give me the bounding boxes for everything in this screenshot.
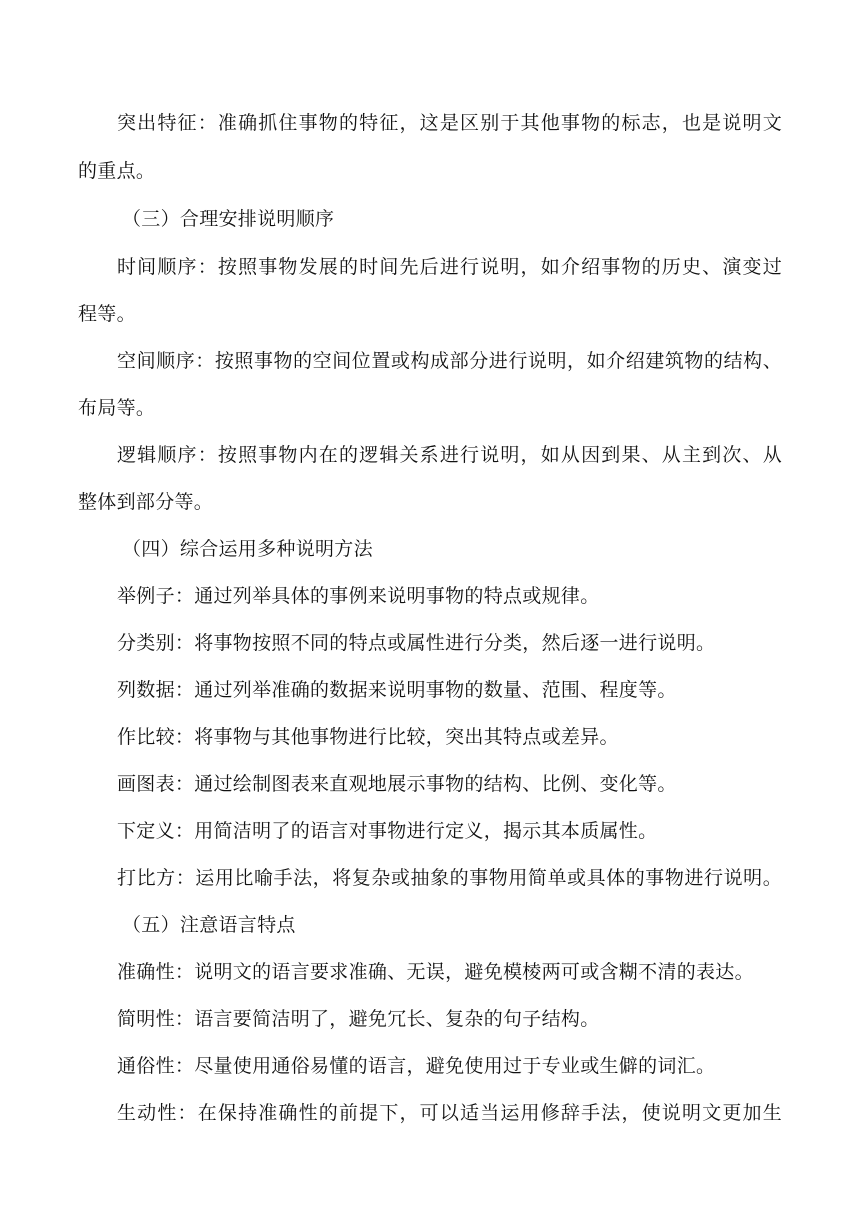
- paragraph-line: 突出特征：准确抓住事物的特征，这是区别于其他事物的标志，也是说明文: [117, 112, 782, 134]
- paragraph-line: 布局等。: [78, 397, 156, 419]
- paragraph-line: 下定义：用简洁明了的语言对事物进行定义，揭示其本质属性。: [117, 820, 658, 842]
- section-heading: （五）注意语言特点: [122, 914, 296, 936]
- paragraph-line: 生动性：在保持准确性的前提下，可以适当运用修辞手法，使说明文更加生: [117, 1102, 782, 1124]
- paragraph-line: 简明性：语言要简洁明了，避免冗长、复杂的句子结构。: [117, 1008, 600, 1030]
- paragraph-line: 整体到部分等。: [78, 491, 214, 513]
- paragraph-line: 的重点。: [78, 160, 156, 182]
- paragraph-line: 作比较：将事物与其他事物进行比较，突出其特点或差异。: [117, 726, 619, 748]
- paragraph-line: 逻辑顺序：按照事物内在的逻辑关系进行说明，如从因到果、从主到次、从: [117, 444, 782, 466]
- section-heading: （三）合理安排说明顺序: [122, 208, 335, 230]
- paragraph-line: 程等。: [78, 303, 136, 325]
- paragraph-line: 通俗性：尽量使用通俗易懂的语言，避免使用过于专业或生僻的词汇。: [117, 1055, 716, 1077]
- paragraph-line: 举例子：通过列举具体的事例来说明事物的特点或规律。: [117, 585, 600, 607]
- paragraph-line: 分类别：将事物按照不同的特点或属性进行分类，然后逐一进行说明。: [117, 632, 716, 654]
- paragraph-line: 时间顺序：按照事物发展的时间先后进行说明，如介绍事物的历史、演变过: [117, 256, 782, 278]
- paragraph-line: 空间顺序：按照事物的空间位置或构成部分进行说明，如介绍建筑物的结构、: [117, 350, 782, 372]
- section-heading: （四）综合运用多种说明方法: [122, 538, 373, 560]
- paragraph-line: 准确性：说明文的语言要求准确、无误，避免模棱两可或含糊不清的表达。: [117, 961, 754, 983]
- paragraph-line: 列数据：通过列举准确的数据来说明事物的数量、范围、程度等。: [117, 679, 677, 701]
- paragraph-line: 打比方：运用比喻手法，将复杂或抽象的事物用简单或具体的事物进行说明。: [117, 867, 782, 889]
- paragraph-line: 画图表：通过绘制图表来直观地展示事物的结构、比例、变化等。: [117, 773, 677, 795]
